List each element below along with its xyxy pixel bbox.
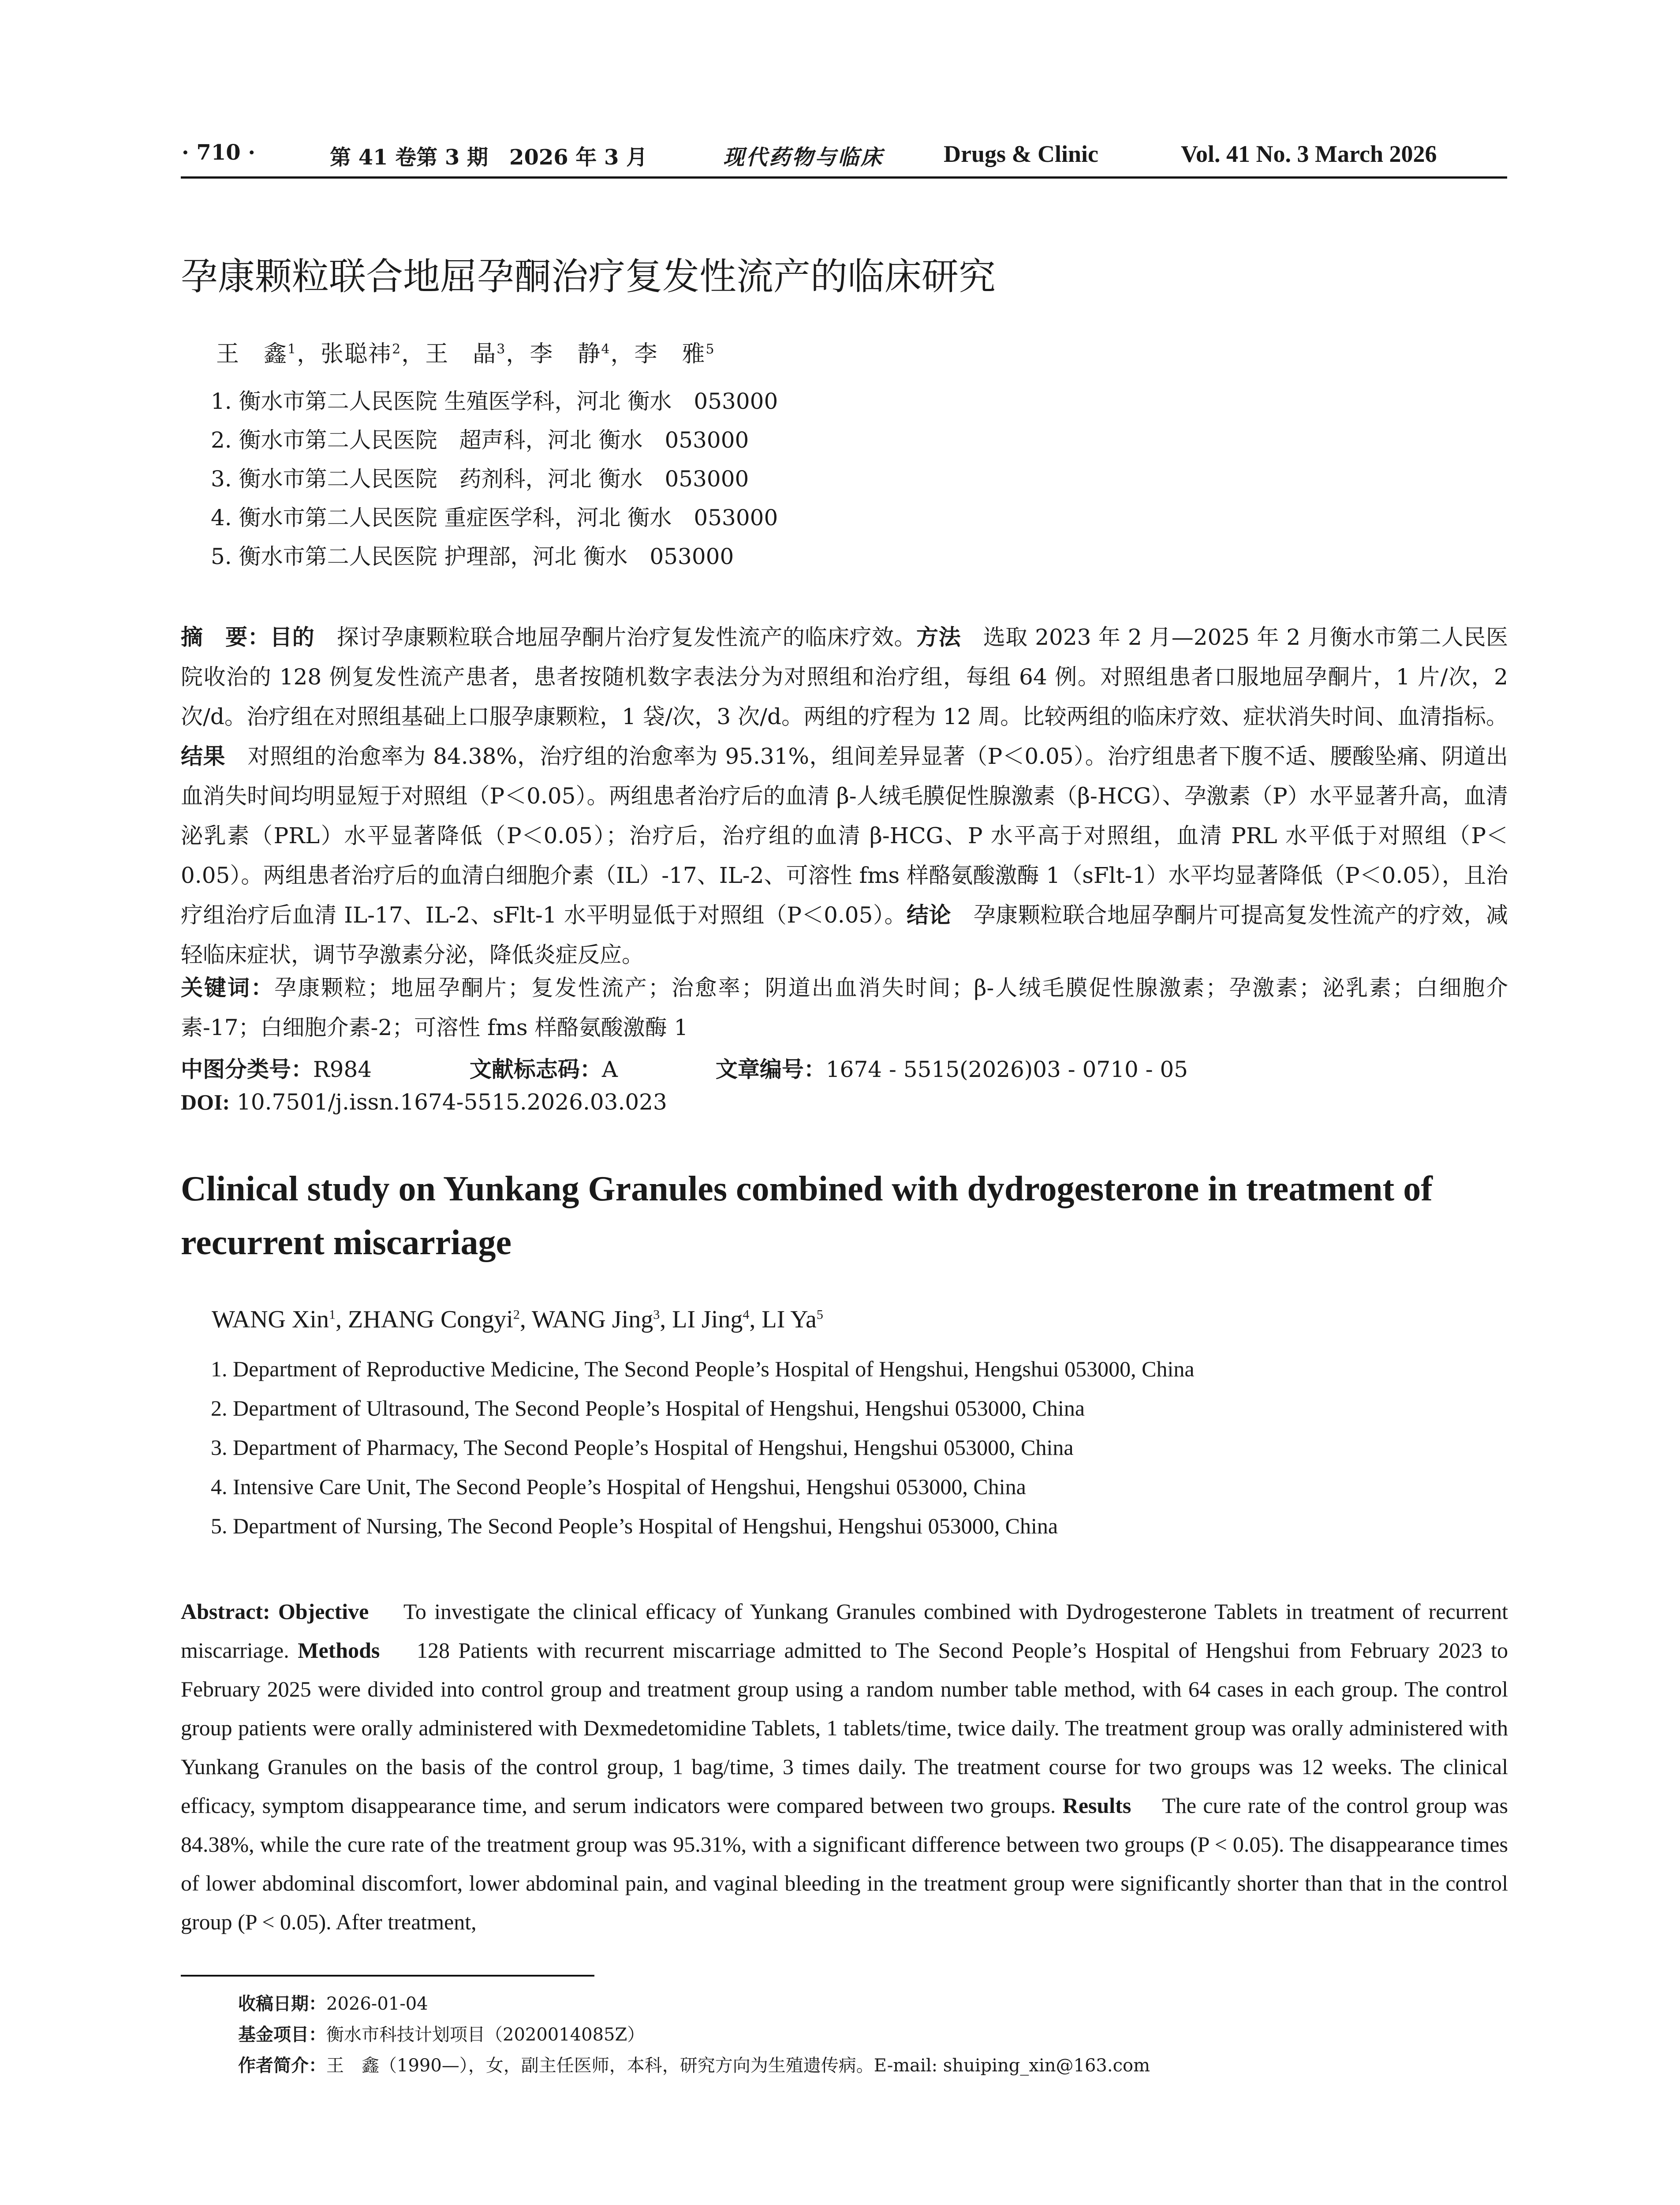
affiliation-cn: 5. 衡水市第二人民医院 护理部，河北 衡水 053000 [211,544,734,569]
affiliation-cn: 2. 衡水市第二人民医院 超声科，河北 衡水 053000 [211,427,749,453]
footnote-received: 收稿日期：2026-01-04 [238,1994,428,2014]
journal-name-en: Drugs & Clinic [944,141,1098,167]
affiliation-en: 5. Department of Nursing, The Second People’s Hospital of Hengshui, Hengshui 053000, China [211,1514,1058,1538]
doi: DOI: 10.7501/j.issn.1674-5515.2026.03.023 [181,1089,667,1115]
affiliation-en: 2. Department of Ultrasound, The Second People’s Hospital of Hengshui, Hengshui 053000, China [211,1396,1085,1420]
footnote-rule [181,1975,594,1977]
authors-en: WANG Xin$^1$, ZHANG Congyi$^2$, WANG Jing$^3$, LI Jing$^4$, LI Ya$^5$ [212,1306,823,1333]
author-name: 张聪祎 [321,341,392,367]
affiliation-cn: 3. 衡水市第二人民医院 药剂科，河北 衡水 053000 [211,466,749,492]
abstract-en: Abstract: Objective To investigate the clinical efficacy of Yunkang Granules combined with Dydrogesterone Tablets in treatment of recurrent miscarriage. Methods 128 Patients with recurrent miscarriage admitted to The Second People’s Hospital of Hengshui from February 2023 to February 2025 were divided into control group and treatment group using a random number table method, with 64 cases in each group. The control group patients were orally administered with Dexmedetomidine Tablets, 1 tablets/time, twice daily. The treatment group was orally administered with Yunkang Granules on the basis of the control group, 1 bag/time, 3 times daily. The treatment course for two groups was 12 weeks. The clinical efficacy, symptom disappearance time, and serum indicators were compared between two groups. Results The cure rate of the control group was 84.38%, while the cure rate of the treatment group was 95.31%, with a significant difference between two groups (P < 0.05). The disappearance times of lower abdominal discomfort, lower abdominal pain, and vaginal bleeding in the treatment group were significantly shorter than that in the control group (P < 0.05). After treatment, [181,1599,1508,1934]
page-number: · 710 · [182,140,256,165]
affiliation-cn: 4. 衡水市第二人民医院 重症医学科，河北 衡水 053000 [211,505,778,531]
authors-cn: 王 鑫$^1$，张聪祎$^2$，王 晶$^3$，李 静$^4$，李 雅$^5$ [216,341,715,367]
affiliation-en: 4. Intensive Care Unit, The Second People’s Hospital of Hengshui, Hengshui 053000, China [211,1474,1026,1499]
affiliation-en: 1. Department of Reproductive Medicine, The Second People’s Hospital of Hengshui, Hengshui 053000, China [211,1357,1195,1381]
footnote-author-bio: 作者简介：王 鑫（1990—），女，副主任医师，本科，研究方向为生殖遗传病。E-mail: shuiping_xin@163.com [238,2056,1150,2076]
affiliation-cn: 1. 衡水市第二人民医院 生殖医学科，河北 衡水 053000 [211,389,778,414]
abstract-cn: 摘 要：目的 探讨孕康颗粒联合地屈孕酮片治疗复发性流产的临床疗效。方法 选取 2023 年 2 月—2025 年 2 月衡水市第二人民医院收治的 128 例复发性流产患者，患者按随机数字表法分为对照组和治疗组，每组 64 例。对照组患者口服地屈孕酮片，1 片/次，2 次/d。治疗组在对照组基础上口服孕康颗粒，1 袋/次，3 次/d。两组的疗程为 12 周。比较两组的临床疗效、症状消失时间、血清指标。结果 对照组的治愈率为 84.38%，治疗组的治愈率为 95.31%，组间差异显著（P＜0.05）。治疗组患者下腹不适、腰酸坠痛、阴道出血消失时间均明显短于对照组（P＜0.05）。两组患者治疗后的血清 β-人绒毛膜促性腺激素（β-HCG）、孕激素（P）水平显著升高，血清泌乳素（PRL）水平显著降低（P＜0.05）；治疗后，治疗组的血清 β-HCG、P 水平高于对照组，血清 PRL 水平低于对照组（P＜0.05）。两组患者治疗后的血清白细胞介素（IL）-17、IL-2、可溶性 fms 样酪氨酸激酶 1（sFlt-1）水平均显著降低（P＜0.05），且治疗组治疗后血清 IL-17、IL-2、sFlt-1 水平明显低于对照组（P＜0.05）。结论 孕康颗粒联合地屈孕酮片可提高复发性流产的疗效，减轻临床症状，调节孕激素分泌，降低炎症反应。 [181,624,1508,968]
author-name: 王 晶 [425,341,497,367]
affiliation-en: 3. Department of Pharmacy, The Second People’s Hospital of Hengshui, Hengshui 053000, China [211,1435,1074,1460]
author-name: 李 静 [530,341,601,367]
journal-name-cn: 现代药物与临床 [723,145,884,170]
footnote-fund: 基金项目：衡水市科技计划项目（2020014085Z） [238,2025,645,2045]
page-title-en: Clinical study on Yunkang Granules combined with dydrogesterone in treatment of recurrent miscarriage [181,1170,1433,1262]
doi-link[interactable]: 10.7501/j.issn.1674-5515.2026.03.023 [237,1089,667,1115]
author-name: 王 鑫 [216,341,288,367]
page-title-cn: 孕康颗粒联合地屈孕酮治疗复发性流产的临床研究 [181,255,996,298]
keywords-cn: 关键词：孕康颗粒；地屈孕酮片；复发性流产；治愈率；阴道出血消失时间；β-人绒毛膜促性腺激素；孕激素；泌乳素；白细胞介素-17；白细胞介素-2；可溶性 fms 样酪氨酸激酶 1 [181,975,1508,1040]
classification: 中图分类号：R984 文献标志码：A 文章编号：1674 - 5515(2026)03 - 0710 - 05 [181,1057,1188,1082]
header-rule [181,176,1507,179]
issue-en: Vol. 41 No. 3 March 2026 [1181,141,1437,167]
issue-cn: 第 41 卷第 3 期 2026 年 3 月 [330,145,648,170]
author-name: 李 雅 [634,341,706,367]
